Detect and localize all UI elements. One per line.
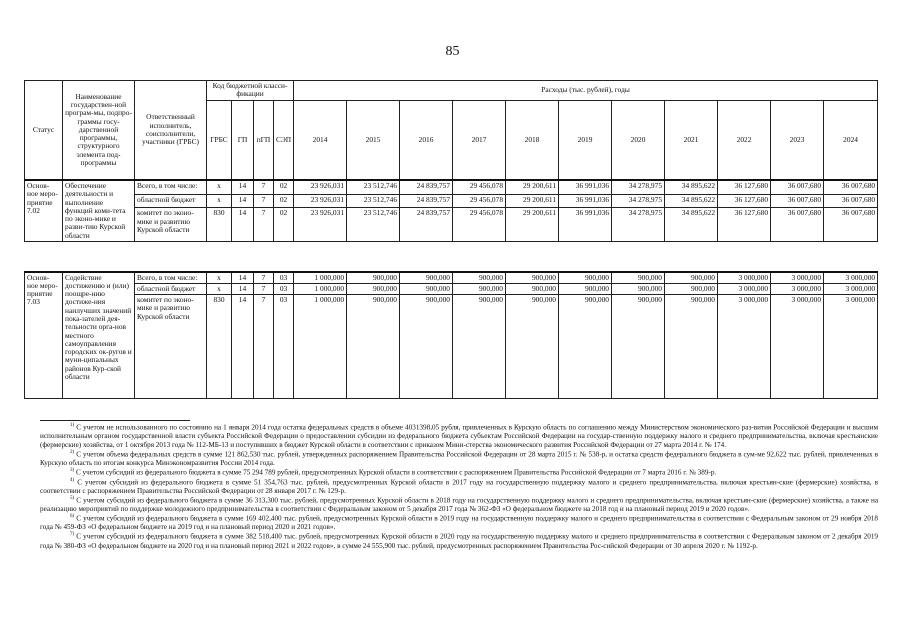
value-cell: 36 991,036 (559, 194, 612, 208)
code-pgp: 7 (254, 194, 274, 208)
footnote-mark: 5) (70, 495, 75, 501)
value-cell: 900,000 (400, 283, 453, 294)
section-status: Основ-ное меро-приятие 7.03 (25, 272, 63, 399)
footnote-divider (40, 420, 190, 421)
header-year: 2022 (718, 100, 771, 180)
executor-cell: комитет по эконо-мике и развитию Курской области (135, 295, 207, 399)
footnote-mark: 7) (70, 532, 75, 538)
footnote (40, 496, 878, 514)
value-cell: 23 512,746 (347, 208, 400, 242)
header-year: 2019 (559, 100, 612, 180)
section-status: Основ-ное меро-приятие 7.02 (25, 180, 63, 241)
code-gp: 14 (232, 283, 254, 294)
page-number: 85 (445, 44, 460, 59)
code-grbs: x (207, 283, 232, 294)
value-cell: 900,000 (347, 272, 400, 284)
value-cell: 24 839,757 (400, 208, 453, 242)
code-gp: 14 (232, 295, 254, 399)
value-cell: 900,000 (559, 295, 612, 399)
executor-cell: комитет по эконо-мике и развитию Курской области (135, 208, 207, 242)
header-code-gp: ГП (232, 100, 254, 180)
footnote-mark: 2) (70, 450, 75, 456)
code-grbs: x (207, 194, 232, 208)
value-cell: 29 200,611 (506, 180, 559, 194)
header-expenses-group: Расходы (тыс. рублей), годы (294, 81, 878, 101)
table-row (25, 295, 878, 399)
value-cell: 23 926,031 (294, 208, 347, 242)
value-cell: 900,000 (665, 272, 718, 284)
value-cell: 29 200,611 (506, 208, 559, 242)
value-cell: 900,000 (506, 283, 559, 294)
executor-cell: Всего, в том числе: (135, 180, 207, 194)
code-grbs: x (207, 180, 232, 194)
header-code-sep: СЭП (274, 100, 294, 180)
footnote-mark: 4) (70, 477, 75, 483)
value-cell: 900,000 (612, 295, 665, 399)
value-cell: 29 200,611 (506, 194, 559, 208)
footnote-mark: 6) (70, 514, 75, 520)
footnote (40, 423, 878, 450)
value-cell: 900,000 (559, 272, 612, 284)
value-cell: 3 000,000 (718, 283, 771, 294)
value-cell: 36 127,680 (718, 194, 771, 208)
footnote-text: С учетом субсидий из федерального бюджета в сумме 169 402,400 тыс. рублей, предусмотренных Курской области в 2019 году на государственную поддержку малого и среднего предпринимательства в соответствии с Федеральным законом от 29 ноября 2018 года № 459-ФЗ «О федеральном бюджете на 2019 год и на плановый период 2020 и 2021 годов». (40, 514, 878, 532)
value-cell: 23 926,031 (294, 180, 347, 194)
header-year: 2017 (453, 100, 506, 180)
value-cell: 23 512,746 (347, 180, 400, 194)
value-cell: 1 000,000 (294, 272, 347, 284)
code-gp: 14 (232, 180, 254, 194)
header-executor: Ответственный исполнитель, соисполнители, участники (ГРБС) (135, 81, 207, 181)
value-cell: 900,000 (665, 295, 718, 399)
table-row (25, 180, 878, 194)
header-status: Статус (25, 81, 63, 181)
footnote-text: С учетом субсидий из федерального бюджета в сумме 382 518,400 тыс. рублей, предусмотренных Курской области в 2020 году на государственную поддержку малого и среднего предпринимательства в соответствии с Федеральным законом от 2 декабря 2019 года № 380-ФЗ «О федеральном бюджете на 2020 год и на плановый период 2021 и 2022 годов», в сумме 24 555,900 тыс. рублей, предусмотренных распоряжением Правительства Рос-сийской Федерации от 30 апреля 2020 г. № 1192-р. (40, 532, 879, 550)
table-row (25, 272, 878, 284)
header-code-group: Код бюджетной класси-фикации (207, 81, 294, 101)
executor-cell: областной бюджет (135, 194, 207, 208)
value-cell: 36 007,680 (771, 180, 824, 194)
code-sep: 02 (274, 208, 294, 242)
value-cell: 36 007,680 (824, 194, 878, 208)
value-cell: 23 926,031 (294, 194, 347, 208)
code-gp: 14 (232, 208, 254, 242)
value-cell: 34 278,975 (612, 180, 665, 194)
code-gp: 14 (232, 194, 254, 208)
value-cell: 29 456,078 (453, 194, 506, 208)
value-cell: 24 839,757 (400, 194, 453, 208)
value-cell: 36 991,036 (559, 208, 612, 242)
value-cell: 24 839,757 (400, 180, 453, 194)
value-cell: 900,000 (347, 295, 400, 399)
code-sep: 03 (274, 283, 294, 294)
header-year: 2016 (400, 100, 453, 180)
header-year: 2018 (506, 100, 559, 180)
value-cell: 900,000 (453, 283, 506, 294)
value-cell: 3 000,000 (824, 283, 878, 294)
code-pgp: 7 (254, 208, 274, 242)
code-gp: 14 (232, 272, 254, 284)
value-cell: 34 278,975 (612, 208, 665, 242)
footnote-mark: 1) (70, 423, 75, 428)
executor-cell: Всего, в том числе: (135, 272, 207, 284)
value-cell: 34 895,622 (665, 208, 718, 242)
footnote (40, 468, 878, 477)
value-cell: 34 278,975 (612, 194, 665, 208)
executor-cell: областной бюджет (135, 283, 207, 294)
code-pgp: 7 (254, 180, 274, 194)
value-cell: 900,000 (347, 283, 400, 294)
value-cell: 900,000 (453, 272, 506, 284)
header-year: 2021 (665, 100, 718, 180)
footnotes (40, 420, 878, 551)
footnote-text: С учетом субсидий из федерального бюджета в сумме 75 294 789 рублей, предусмотренных Курской области в соответствии с распоряжением Правительства Российской Федерации от 7 марта 2016 г. № 389-р. (75, 468, 717, 477)
budget-table (24, 80, 878, 399)
footnote-text: С учетом объема федеральных средств в сумме 121 862,530 тыс. рублей, утвержденных распоряжением Правительства Российской Федерации от 28 марта 2015 г. № 538-р, и остатка средств федерального бюджета в сум-ме 92,622 тыс. рублей, привлеченных в Курскую область по итогам конкурса Минэкономразвития России 2014 года. (40, 450, 878, 468)
value-cell: 3 000,000 (718, 272, 771, 284)
footnote (40, 514, 878, 532)
value-cell: 900,000 (612, 272, 665, 284)
table-row (25, 283, 878, 294)
table-row (25, 208, 878, 242)
value-cell: 36 007,680 (771, 194, 824, 208)
code-pgp: 7 (254, 295, 274, 399)
code-sep: 02 (274, 180, 294, 194)
header-year: 2015 (347, 100, 400, 180)
value-cell: 900,000 (506, 295, 559, 399)
code-grbs: 830 (207, 208, 232, 242)
header-year: 2023 (771, 100, 824, 180)
value-cell: 1 000,000 (294, 283, 347, 294)
value-cell: 36 007,680 (771, 208, 824, 242)
value-cell: 3 000,000 (771, 295, 824, 399)
value-cell: 3 000,000 (771, 283, 824, 294)
footnote (40, 478, 878, 496)
value-cell: 900,000 (612, 283, 665, 294)
footnote-text: С учетом субсидий из федерального бюджета в сумме 36 313,300 тыс. рублей, предусмотренных Курской области в 2018 году на государственную поддержку малого и среднего предпринимательства, включая крестьян-ские (фермерские) хозяйства, а также на реализацию мероприятий по поддержке молодежного предпринимательства в соответствии с Федеральным законом от 5 декабря 2017 года № 362-ФЗ «О федеральном бюджете на 2018 год и на плановый период 2019 и 2020 годов». (40, 496, 879, 514)
header-year: 2014 (294, 100, 347, 180)
value-cell: 3 000,000 (771, 272, 824, 284)
footnote-text: С учетом субсидий из федерального бюджета в сумме 51 354,763 тыс. рублей, предусмотренных Курской области в 2017 году на государственную поддержку малого и среднего предпринимательства, включая крестьян-ские (фермерские) хозяйства, в соответствии с распоряжением Правительства Российской Федерации от 28 января 2017 г. № 129-р. (40, 478, 878, 496)
footnote (40, 532, 878, 550)
code-pgp: 7 (254, 283, 274, 294)
value-cell: 36 007,680 (824, 208, 878, 242)
code-grbs: 830 (207, 295, 232, 399)
code-sep: 02 (274, 194, 294, 208)
header-year: 2020 (612, 100, 665, 180)
value-cell: 900,000 (559, 283, 612, 294)
value-cell: 36 991,036 (559, 180, 612, 194)
value-cell: 3 000,000 (718, 295, 771, 399)
value-cell: 900,000 (400, 295, 453, 399)
value-cell: 900,000 (453, 295, 506, 399)
footnote-mark: 3) (70, 468, 75, 474)
table-row (25, 194, 878, 208)
value-cell: 900,000 (506, 272, 559, 284)
value-cell: 34 895,622 (665, 180, 718, 194)
value-cell: 1 000,000 (294, 295, 347, 399)
value-cell: 900,000 (665, 283, 718, 294)
code-grbs: x (207, 272, 232, 284)
footnote-text: С учетом не использованного по состоянию на 1 января 2014 года остатка федеральных средств в объеме 4031398,05 рубля, привлеченных в Курскую область по соглашению между Министерством экономического раз-вития Российской Федерации и высшим исполнительным органом государственной власти субъекта Российской Федерации о предоставлении субсидии из федерального бюджета субъектам Российской Федерации на государ-ственную поддержку малого и среднего предпринимательства, включая крестьянские (фермерские) хозяйства, от 1 октября 2013 года № 112-МБ-13 и поступивших в бюджет Курской области в соответствии с приказом Мини-стерства экономического развития Российской Федерации от 27 марта 2014 г. № 174. (40, 423, 879, 450)
header-name: Наименование государствен-ной програм-мы, подпро-граммы госу-дарственной программы, структурного элемента под-программы (63, 81, 135, 181)
value-cell: 34 895,622 (665, 194, 718, 208)
value-cell: 29 456,078 (453, 208, 506, 242)
value-cell: 3 000,000 (824, 295, 878, 399)
header-year: 2024 (824, 100, 878, 180)
value-cell: 23 512,746 (347, 194, 400, 208)
value-cell: 900,000 (400, 272, 453, 284)
header-code-pgp: пГП (254, 100, 274, 180)
code-sep: 03 (274, 272, 294, 284)
footnote (40, 450, 878, 468)
value-cell: 29 456,078 (453, 180, 506, 194)
value-cell: 3 000,000 (824, 272, 878, 284)
section-name: Содействие достижению и (или) поощре-нию достиже-ния наилучших значений пока-зателей дея-тельности орга-нов местного самоуправления городских ок-ругов и муни-ципальных районов Кур-ской области (63, 272, 135, 399)
code-sep: 03 (274, 295, 294, 399)
value-cell: 36 127,680 (718, 208, 771, 242)
section-name: Обеспечение деятельности и выполнение функций коми-тета по эконо-мике и разви-тию Курской области (63, 180, 135, 241)
header-code-grbs: ГРБС (207, 100, 232, 180)
code-pgp: 7 (254, 272, 274, 284)
value-cell: 36 127,680 (718, 180, 771, 194)
value-cell: 36 007,680 (824, 180, 878, 194)
